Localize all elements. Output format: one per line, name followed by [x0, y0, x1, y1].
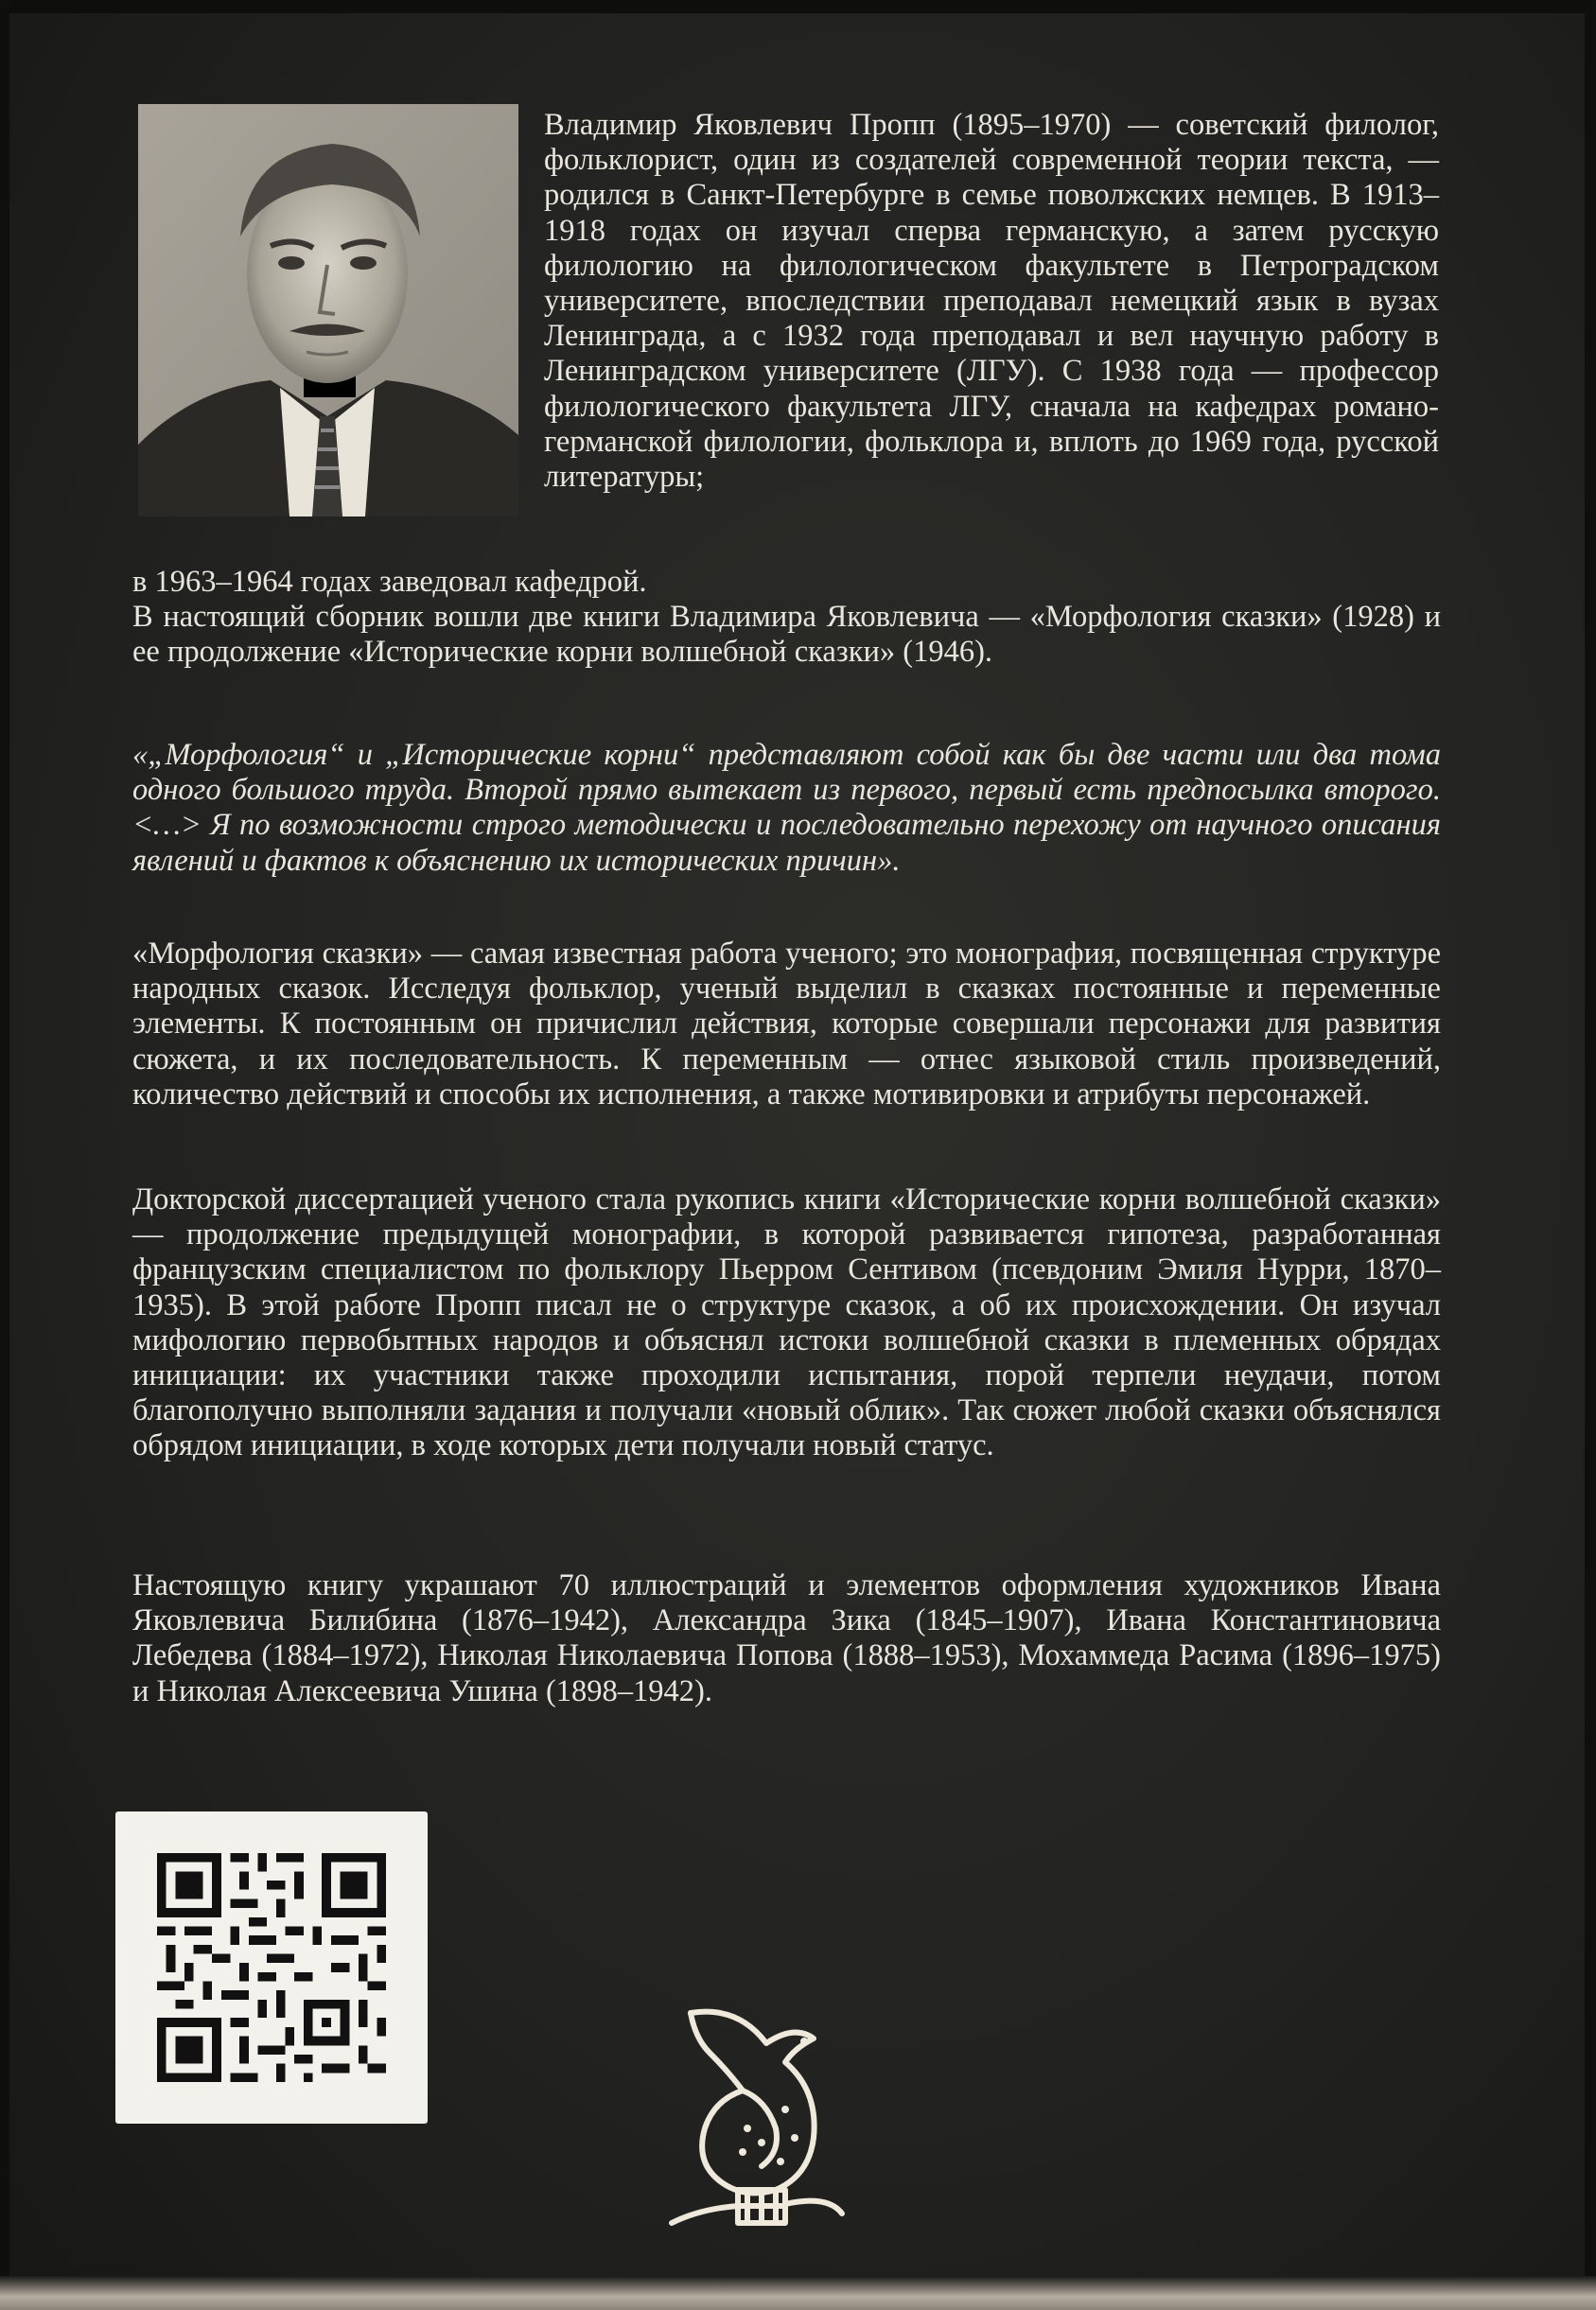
publisher-emblem	[653, 1986, 889, 2232]
qr-code-icon	[157, 1853, 386, 2082]
cover-edge-top	[0, 0, 1596, 13]
morphology-description-text: «Морфология сказки» — самая известная работа ученого; это монография, посвященная структуре народных сказок. Исследуя фольклор, ученый выделил в сказках постоянные и переменные элементы. К постоянным он причислил действия, которые совершали персонажи для развития сюжета, и их последовательность. К переменным — отнес языковой стиль произведений, количество действий и способы их исполнения, а также мотивировки и атрибуты персонажей.	[132, 936, 1441, 1111]
collection-intro-text: В настоящий сборник вошли две книги Владимира Яковлевича — «Морфология сказки» (1928) и ее продолжение «Исторические корни волшебной сказки» (1946).	[132, 600, 1441, 670]
cover-edge-right	[1585, 0, 1596, 2310]
propp-quote	[132, 738, 1441, 879]
author-bio-tail-text: в 1963–1964 годах заведовал кафедрой.	[132, 565, 647, 599]
historical-roots-description-text: Докторской диссертацией ученого стала рукопись книги «Исторические корни волшебной сказки» — продолжение предыдущей монографии, в которой развивается гипотеза, разработанная французским специалистом по фольклору Пьерром Сентивом (псевдоним Эмиля Нурри, 1870–1935). В этой работе Пропп писал не о структуре сказок, а об их происхождении. Он изучал мифологию первобытных народов и объяснял истоки волшебной сказки в племенных обрядах инициации: их участники также проходили испытания, порой терпели неудачи, потом благополучно выполняли задания и получали «новый облик». Так сюжет любой сказки объяснялся обрядом инициации, в ходе которых дети получали новый статус.	[132, 1182, 1441, 1463]
author-bio-paragraph: Владимир Яковлевич Пропп (1895–1970) — советский филолог, фольклорист, один из создателей современной теории текста, — родился в Санкт-Петербурге в семье поволжских немцев. В 1913–1918 годах он изучал сперва германскую, а затем русскую филологию на филологическом факультете в Петроградском университете, впоследствии преподавал немецкий язык в вузах Ленинграда, а с 1932 года преподавал и вел научную работу в Ленинградском университете (ЛГУ). С 1938 года — профессор филологического факультета ЛГУ, сначала на кафедрах романо-германской филологии, фольклора и, вплоть до 1969 года, русской литературы;	[544, 108, 1439, 495]
historical-roots-description	[132, 1182, 1441, 1464]
cover-edge-bottom	[0, 2276, 1596, 2310]
morphology-description	[132, 936, 1441, 1112]
author-portrait-icon	[138, 104, 518, 516]
illustrations-note-text: Настоящую книгу украшают 70 иллюстраций и элементов оформления художников Ивана Яковлевича Билибина (1876–1942), Александра Зика (1845–1907), Ивана Константиновича Лебедева (1884–1972), Николая Николаевича Попова (1888–1953), Мохаммеда Расима (1896–1975) и Николая Алексеевича Ушина (1898–1942).	[132, 1568, 1441, 1708]
author-bio-tail	[132, 565, 1441, 600]
illustrations-note	[132, 1568, 1441, 1709]
author-portrait	[138, 104, 518, 516]
qr-code[interactable]	[115, 1811, 428, 2124]
firebird-emblem-icon	[653, 1986, 889, 2232]
author-bio	[544, 108, 1439, 495]
cover-edge-left	[0, 0, 9, 2310]
propp-quote-text: «„Морфология“ и „Исторические корни“ представляют собой как бы две части или два тома одного большого труда. Второй прямо вытекает из первого, первый есть предпосылка второго. <…> Я по возможности строго методически и последовательно перехожу от научного описания явлений и фактов к объяснению их исторических причин».	[132, 738, 1441, 878]
collection-intro	[132, 600, 1441, 670]
